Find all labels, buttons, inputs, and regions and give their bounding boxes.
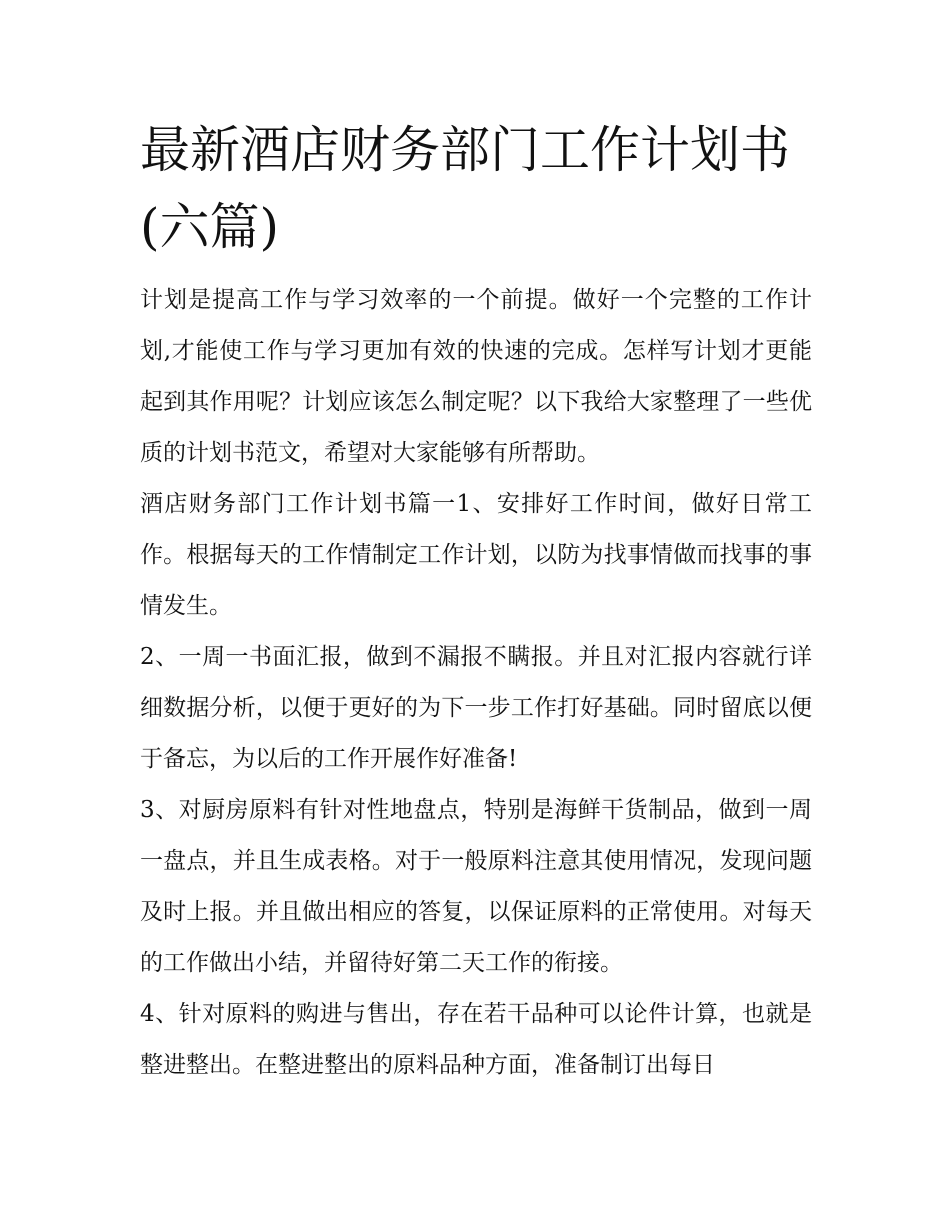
- paragraph-item-2: 2、一周一书面汇报，做到不漏报不瞒报。并且对汇报内容就行详细数据分析，以便于更好的为下一步工作打好基础。同时留底以便于备忘，为以后的工作开展作好准备!: [140, 644, 812, 772]
- paragraph-intro: 计划是提高工作与学习效率的一个前提。做好一个完整的工作计划,才能使工作与学习更加有效的快速的完成。怎样写计划才更能起到其作用呢？计划应该怎么制定呢？以下我给大家整理了一些优质的计划书范文，希望对大家能够有所帮助。: [140, 287, 812, 466]
- document-body: [140, 275, 812, 1091]
- document-title: 最新酒店财务部门工作计划书(六篇): [140, 121, 790, 256]
- paragraph-item-4: 4、针对原料的购进与售出，存在若干品种可以论件计算，也就是整进整出。在整进整出的原料品种方面，准备制订出每日: [140, 1001, 812, 1078]
- paragraph-item-1: 酒店财务部门工作计划书篇一1、安排好工作时间，做好日常工作。根据每天的工作情制定工作计划，以防为找事情做而找事的事情发生。: [140, 491, 812, 619]
- paragraph-item-3: 3、对厨房原料有针对性地盘点，特别是海鲜干货制品，做到一周一盘点，并且生成表格。对于一般原料注意其使用情况，发现问题及时上报。并且做出相应的答复，以保证原料的正常使用。对每天的工作做出小结，并留待好第二天工作的衔接。: [140, 797, 812, 976]
